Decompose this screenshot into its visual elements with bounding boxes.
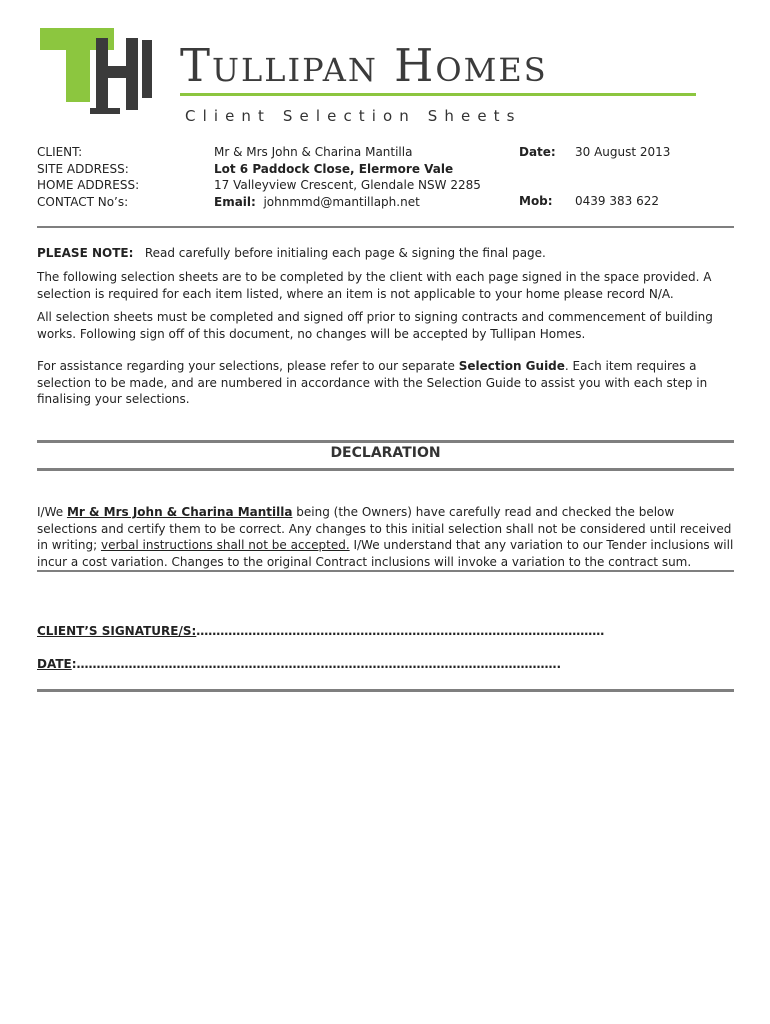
mob-label: Mob:	[519, 194, 553, 208]
divider	[37, 226, 734, 228]
verbal-instructions-note: verbal instructions shall not be accepted.	[100, 538, 350, 552]
client-name: Mr & Mrs John & Charina Mantilla	[214, 145, 413, 159]
client-signature-dots: …………………………………………………………………………………………	[196, 624, 605, 638]
client-signature-line	[37, 624, 604, 638]
client-info-values	[214, 144, 481, 210]
declaration-text-2: I/We understand that any variation to our Tender inclusions will incur a cost variation. Changes to the original Contract inclusions will invoke a variation to the contract sum.	[37, 538, 734, 569]
signature-date-line	[37, 657, 561, 671]
tullipan-logo	[38, 26, 154, 116]
note-paragraph-3-end: . Each item requires a selection to be made, and are numbered in accordance with the Selection Guide to assist you with each step in finalising your selections.	[37, 359, 708, 406]
signature-date-label: DATE	[37, 657, 72, 671]
note-paragraph-2-text: All selection sheets must be completed and signed off prior to signing contracts and commencement of building works. Following sign off of this document, no changes will be accepted by Tullipan Homes.	[37, 310, 713, 341]
client-info-labels	[37, 144, 139, 210]
declaration-top-rule	[37, 440, 734, 443]
note-paragraph-1	[37, 269, 735, 302]
note-paragraph-3-start: For assistance regarding your selections, please refer to our separate	[37, 359, 459, 373]
client-label: CLIENT:	[37, 145, 83, 159]
note-paragraph-2	[37, 309, 735, 342]
declaration-end-rule	[37, 570, 734, 572]
declaration-title: DECLARATION	[330, 445, 441, 461]
contact-label: CONTACT No’s:	[37, 194, 129, 209]
bottom-rule	[37, 689, 734, 692]
client-signature-label: CLIENT’S SIGNATURE/S:	[37, 624, 197, 638]
mob-value: 0439 383 622	[575, 194, 659, 208]
email-value: johnmmd@mantillaph.net	[263, 194, 420, 209]
email-label: Email:	[214, 194, 256, 209]
home-address-label: HOME ADDRESS:	[37, 178, 140, 192]
declaration-text	[37, 504, 735, 570]
please-note-text: Read carefully before initialing each page & signing the final page.	[144, 246, 546, 260]
note-paragraph-1-text: The following selection sheets are to be completed by the client with each page signed in the space provided. A selection is required for each item listed, where an item is not applicable to your home please record N/A.	[37, 270, 712, 301]
selection-guide-ref: Selection Guide	[458, 359, 565, 373]
date-value: 30 August 2013	[575, 145, 671, 159]
please-note-label: PLEASE NOTE:	[37, 246, 134, 260]
please-note	[37, 245, 735, 262]
date-label: Date:	[519, 145, 556, 159]
email-line	[214, 194, 481, 211]
declaration-bottom-rule	[37, 468, 734, 471]
document-subtitle: Client Selection Sheets	[185, 107, 522, 125]
signature-date-dots: :………………………………………………………………………………………………………….	[71, 657, 562, 671]
note-paragraph-3	[37, 358, 735, 408]
brand-name: Tullipan Homes	[180, 39, 548, 92]
site-address-label: SITE ADDRESS:	[37, 161, 129, 176]
brand-underline	[180, 93, 696, 96]
owners-name: Mr & Mrs John & Charina Mantilla	[66, 505, 293, 519]
declaration-lead: I/We	[37, 505, 67, 519]
home-address: 17 Valleyview Crescent, Glendale NSW 2285	[214, 178, 481, 192]
site-address: Lot 6 Paddock Close, Elermore Vale	[214, 161, 454, 176]
declaration-text-1: being (the Owners) have carefully read and checked the below selections and certify them to be correct. Any changes to this initial selection shall not be considered until received in writing;	[37, 505, 732, 552]
